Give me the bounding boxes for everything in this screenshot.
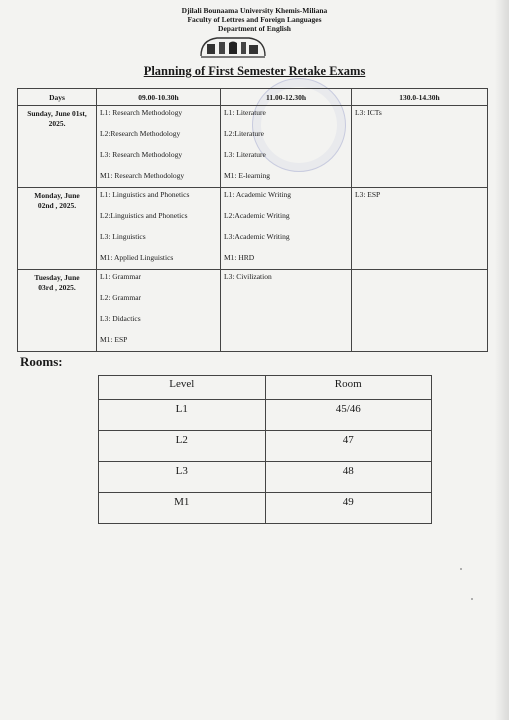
exam-entry: L3: Civilization	[224, 272, 272, 281]
level-cell: L2	[99, 431, 266, 462]
room-cell: 48	[265, 462, 432, 493]
exam-entry: L3: ESP	[355, 190, 381, 199]
table-row	[18, 106, 488, 188]
exam-entry: L1: Academic Writing	[224, 190, 292, 199]
exam-entry: L3: Research Methodology	[100, 150, 183, 159]
column-header-level: Level	[99, 376, 266, 400]
exam-entry: M1: Applied Linguistics	[100, 253, 174, 262]
exam-entry: L3: ICTs	[355, 108, 382, 117]
exam-entry: M1: HRD	[224, 253, 255, 262]
rooms-heading: Rooms:	[20, 354, 63, 369]
exam-entry: L3: Literature	[224, 150, 266, 159]
level-cell: L1	[99, 400, 266, 431]
slot1-cell	[97, 188, 221, 270]
exam-entry: M1: ESP	[100, 335, 128, 344]
page-edge-shadow	[495, 0, 509, 720]
exam-entry: L3: Linguistics	[100, 232, 146, 241]
exam-entry: M1: E-learning	[224, 171, 271, 180]
schedule-header-row	[18, 89, 488, 106]
scan-speck	[471, 598, 473, 600]
university-logo-icon	[197, 34, 269, 60]
exam-entry: L2: Grammar	[100, 293, 142, 302]
exam-schedule-table	[17, 88, 488, 352]
department-name: Department of English	[218, 24, 291, 33]
exam-entry: L2:Academic Writing	[224, 211, 290, 220]
university-name: Djilali Bounaama University Khemis-Miliana	[181, 6, 328, 15]
exam-entry: L1: Linguistics and Phonetics	[100, 190, 190, 199]
exam-entry: M1: Research Methodology	[100, 171, 185, 180]
room-cell: 47	[265, 431, 432, 462]
table-row	[99, 462, 432, 493]
level-cell: M1	[99, 493, 266, 524]
document-header	[0, 6, 509, 33]
exam-entry: L1: Literature	[224, 108, 266, 117]
rooms-header-row	[99, 376, 432, 400]
exam-entry: L1: Grammar	[100, 272, 142, 281]
level-cell: L3	[99, 462, 266, 493]
table-row	[18, 188, 488, 270]
exam-entry: L2:Research Methodology	[100, 129, 181, 138]
day-cell: Tuesday, June 03rd , 2025.	[18, 270, 97, 352]
slot3-cell	[352, 270, 488, 352]
exam-entry: L3: Didactics	[100, 314, 141, 323]
table-row	[99, 493, 432, 524]
room-cell: 49	[265, 493, 432, 524]
table-row	[99, 400, 432, 431]
rooms-table	[98, 375, 432, 524]
day-cell: Monday, June 02nd , 2025.	[18, 188, 97, 270]
slot3-cell	[352, 106, 488, 188]
slot2-cell	[221, 106, 352, 188]
column-header-days: Days	[18, 89, 97, 106]
faculty-name: Faculty of Lettres and Foreign Languages	[187, 15, 322, 24]
slot1-cell	[97, 106, 221, 188]
exam-entry: L2:Literature	[224, 129, 264, 138]
exam-entry: L1: Research Methodology	[100, 108, 183, 117]
slot2-cell	[221, 270, 352, 352]
slot3-cell	[352, 188, 488, 270]
slot2-cell	[221, 188, 352, 270]
table-row	[18, 270, 488, 352]
exam-entry: L3:Academic Writing	[224, 232, 290, 241]
scan-speck	[460, 568, 462, 570]
exam-entry: L2:Linguistics and Phonetics	[100, 211, 188, 220]
document-title: Planning of First Semester Retake Exams	[143, 64, 366, 78]
day-cell: Sunday, June 01st, 2025.	[18, 106, 97, 188]
column-header-slot3: 130.0-14.30h	[352, 89, 488, 106]
column-header-room: Room	[265, 376, 432, 400]
table-row	[99, 431, 432, 462]
slot1-cell	[97, 270, 221, 352]
room-cell: 45/46	[265, 400, 432, 431]
column-header-slot2: 11.00-12.30h	[221, 89, 352, 106]
column-header-slot1: 09.00-10.30h	[97, 89, 221, 106]
